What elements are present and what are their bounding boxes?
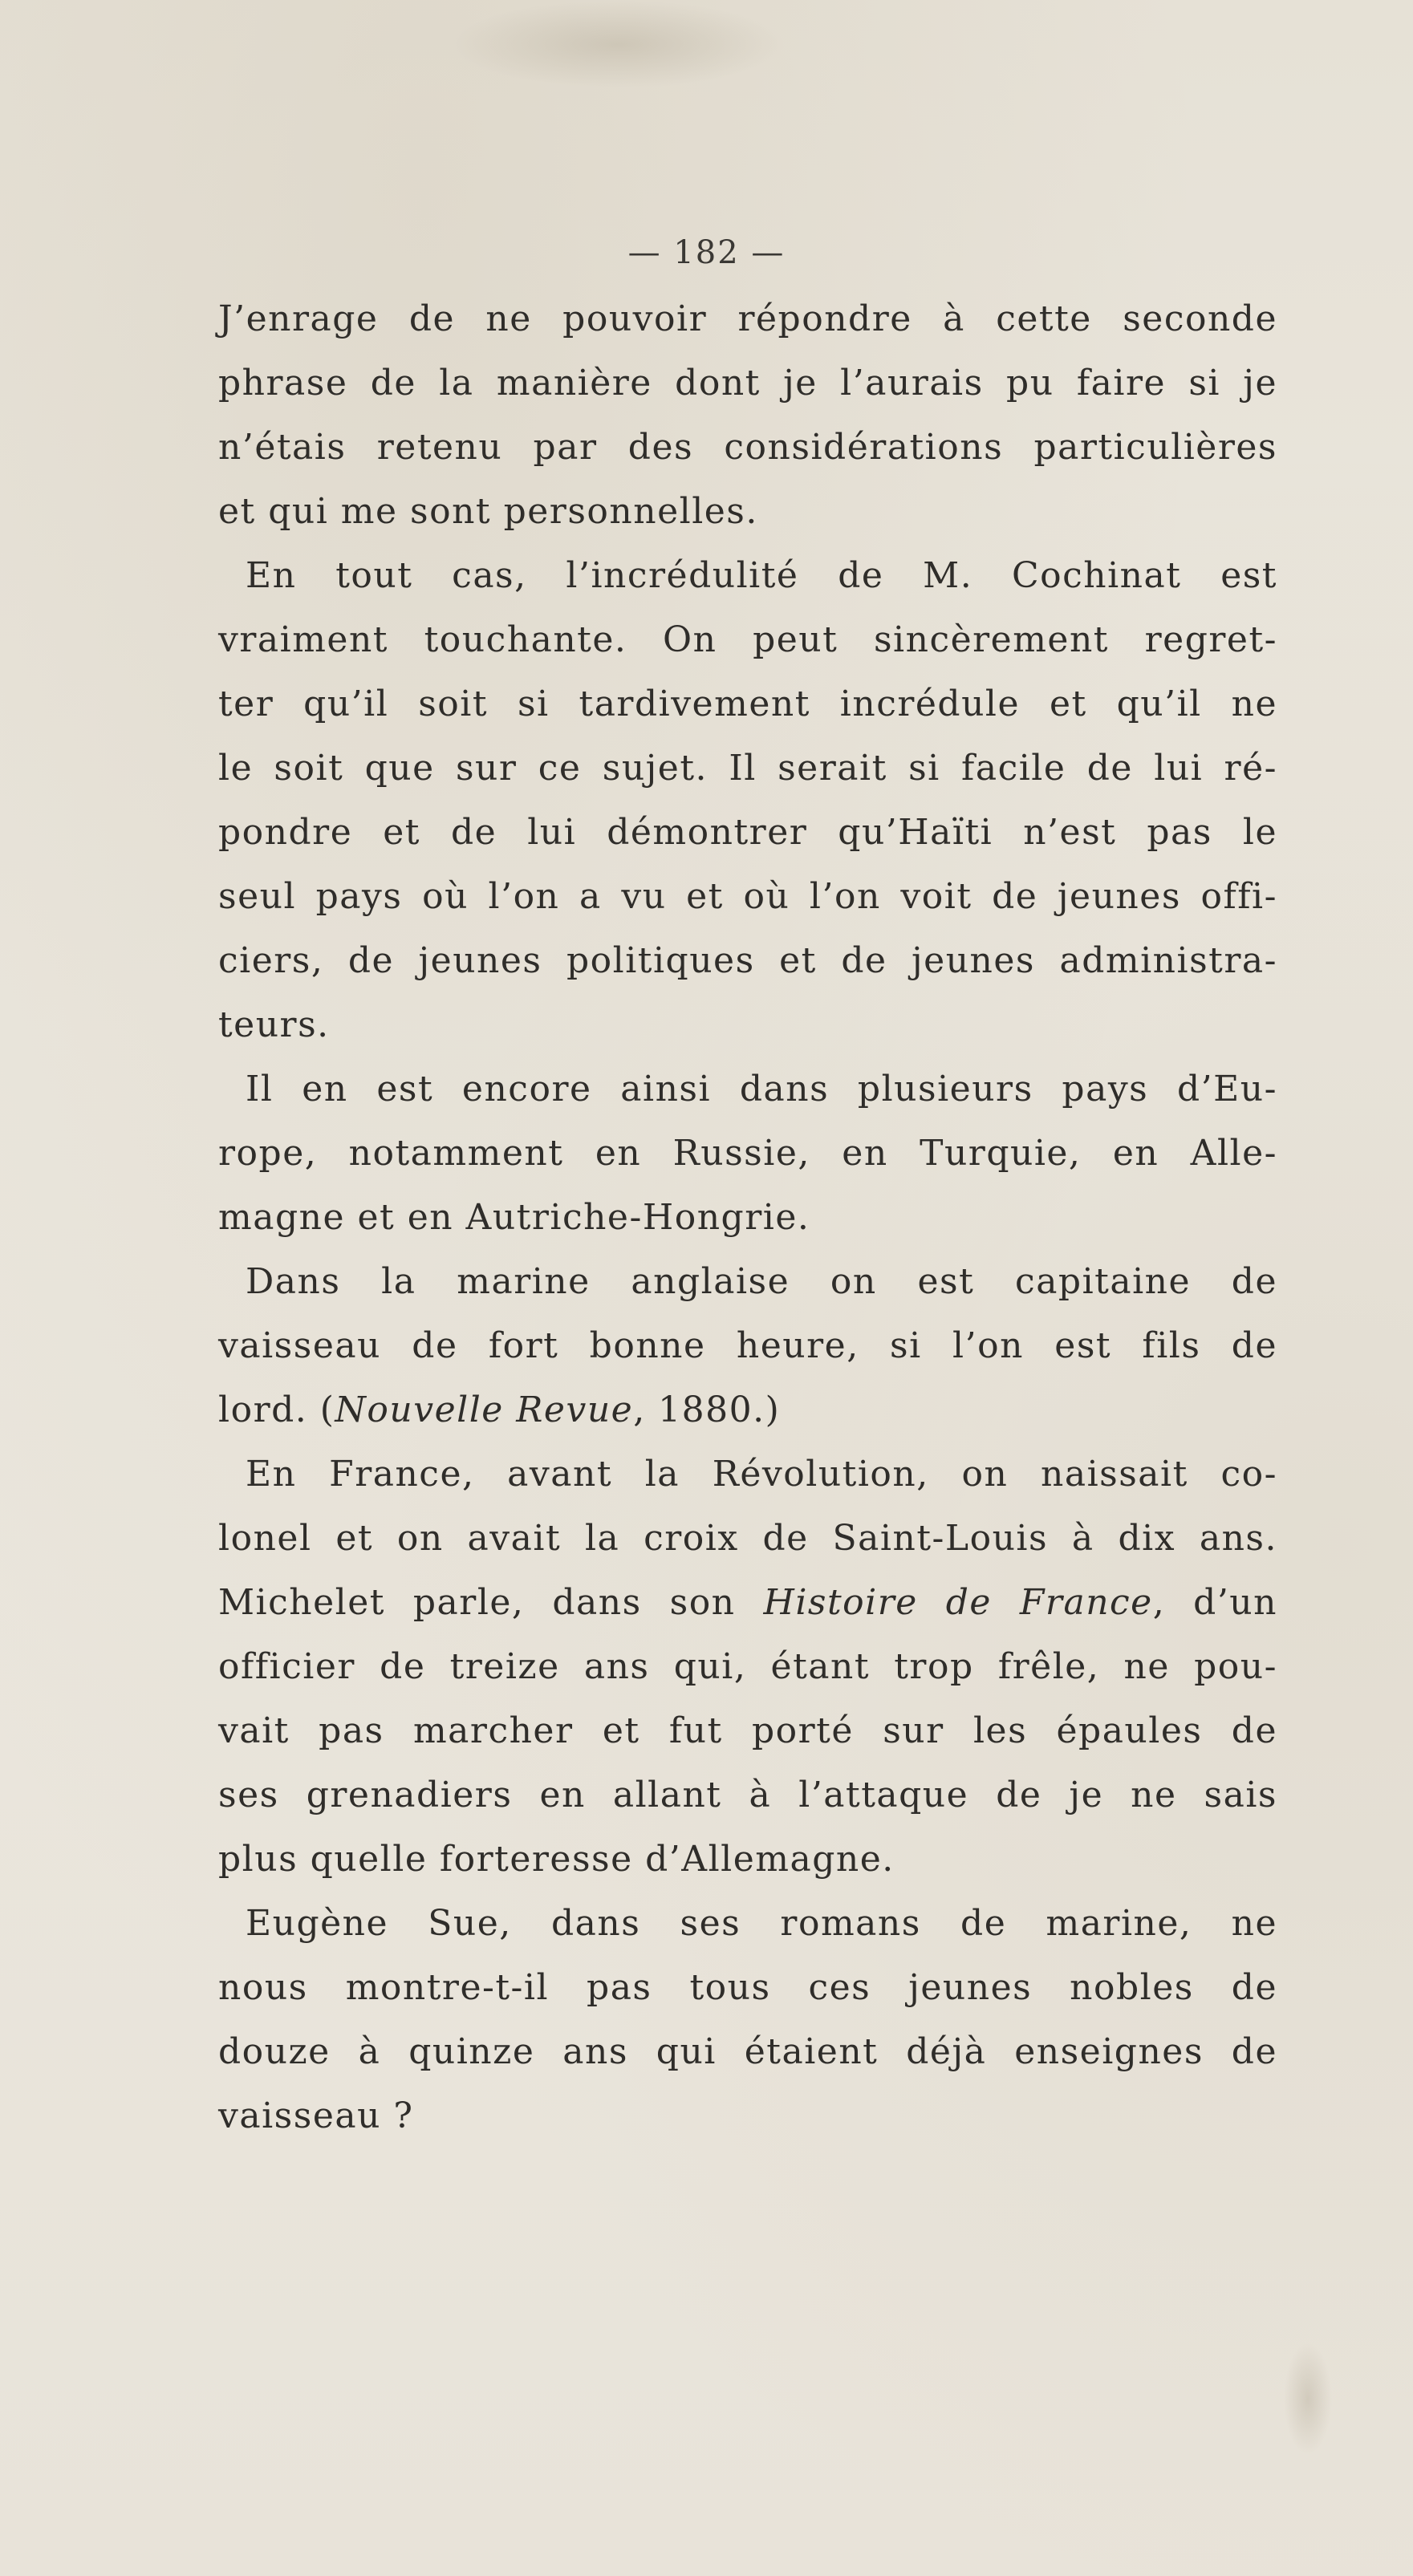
text-segment: Eugène Sue, dans ses romans de marine, ne (246, 1903, 1277, 1944)
text-segment: officier de treize ans qui, étant trop frêle, ne pou- (218, 1646, 1277, 1687)
text-segment: Michelet parle, dans son (218, 1582, 764, 1623)
text-line (218, 2020, 1277, 2084)
text-segment: plus quelle forteresse d’Allemagne. (218, 1839, 895, 1880)
text-segment: vaisseau de fort bonne heure, si l’on est fils de (218, 1325, 1277, 1366)
text-line (218, 1892, 1277, 1956)
text-line (218, 1828, 1277, 1892)
text-segment: lord. ( (218, 1389, 335, 1430)
text-segment: douze à quinze ans qui étaient déjà enseignes de (218, 2031, 1277, 2072)
text-segment: phrase de la manière dont je l’aurais pu faire si je (218, 363, 1277, 404)
italic-title: Histoire de France (763, 1582, 1153, 1623)
text-segment: ses grenadiers en allant à l’attaque de je ne sais (218, 1775, 1277, 1815)
text-line (218, 1956, 1277, 2020)
text-segment: le soit que sur ce sujet. Il serait si facile de lui ré- (218, 748, 1277, 789)
text-segment: vait pas marcher et fut porté sur les épaules de (218, 1710, 1277, 1751)
text-line (218, 672, 1277, 736)
text-segment: En tout cas, l’incrédulité de M. Cochinat est (246, 555, 1277, 596)
text-segment: , 1880.) (633, 1389, 781, 1430)
text-line (218, 1057, 1277, 1122)
text-segment: teurs. (218, 1004, 330, 1045)
text-line (218, 1571, 1277, 1635)
text-line (218, 993, 1277, 1057)
text-segment: magne et en Autriche-Hongrie. (218, 1197, 810, 1238)
text-line (218, 351, 1277, 416)
text-line (218, 1186, 1277, 1250)
text-segment: n’étais retenu par des considérations particulières (218, 427, 1277, 468)
text-segment: J’enrage de ne pouvoir répondre à cette seconde (218, 298, 1277, 339)
text-segment: vaisseau ? (218, 2095, 414, 2136)
text-line (218, 1763, 1277, 1828)
text-segment: pondre et de lui démontrer qu’Haïti n’est pas le (218, 812, 1277, 853)
text-segment: rope, notamment en Russie, en Turquie, en Alle- (218, 1133, 1277, 1174)
text-line (218, 1507, 1277, 1571)
text-segment: lonel et on avait la croix de Saint-Louis à dix ans. (218, 1518, 1277, 1559)
paper-stain (449, 0, 786, 88)
text-line (218, 1378, 1277, 1442)
text-segment: et qui me sont personnelles. (218, 491, 758, 532)
text-segment: , d’un (1152, 1582, 1277, 1623)
text-segment: seul pays où l’on a vu et où l’on voit de jeunes offi- (218, 876, 1277, 917)
paper-stain (1284, 2343, 1332, 2455)
text-segment: vraiment touchante. On peut sincèrement regret- (218, 619, 1277, 660)
text-segment: ter qu’il soit si tardivement incrédule et qu’il ne (218, 684, 1277, 724)
page-number: — 182 — (627, 234, 786, 271)
text-line (218, 1635, 1277, 1699)
text-line (218, 2084, 1277, 2148)
text-segment: Il en est encore ainsi dans plusieurs pays d’Eu- (246, 1069, 1277, 1110)
text-line (218, 801, 1277, 865)
body-text (218, 287, 1277, 2148)
text-line (218, 736, 1277, 801)
text-segment: nous montre-t-il pas tous ces jeunes nobles de (218, 1967, 1277, 2008)
text-line (218, 1122, 1277, 1186)
text-line (218, 1699, 1277, 1763)
text-line (218, 865, 1277, 929)
text-line (218, 929, 1277, 993)
text-line (218, 608, 1277, 672)
text-line (218, 1250, 1277, 1314)
text-line (218, 480, 1277, 544)
text-line (218, 544, 1277, 608)
italic-title: Nouvelle Revue (335, 1389, 634, 1430)
text-segment: Dans la marine anglaise on est capitaine de (246, 1261, 1277, 1302)
text-segment: ciers, de jeunes politiques et de jeunes administra- (218, 940, 1277, 981)
text-line (218, 416, 1277, 480)
text-line (218, 287, 1277, 351)
text-segment: En France, avant la Révolution, on naissait co- (246, 1454, 1277, 1495)
text-line (218, 1442, 1277, 1507)
text-line (218, 1314, 1277, 1378)
